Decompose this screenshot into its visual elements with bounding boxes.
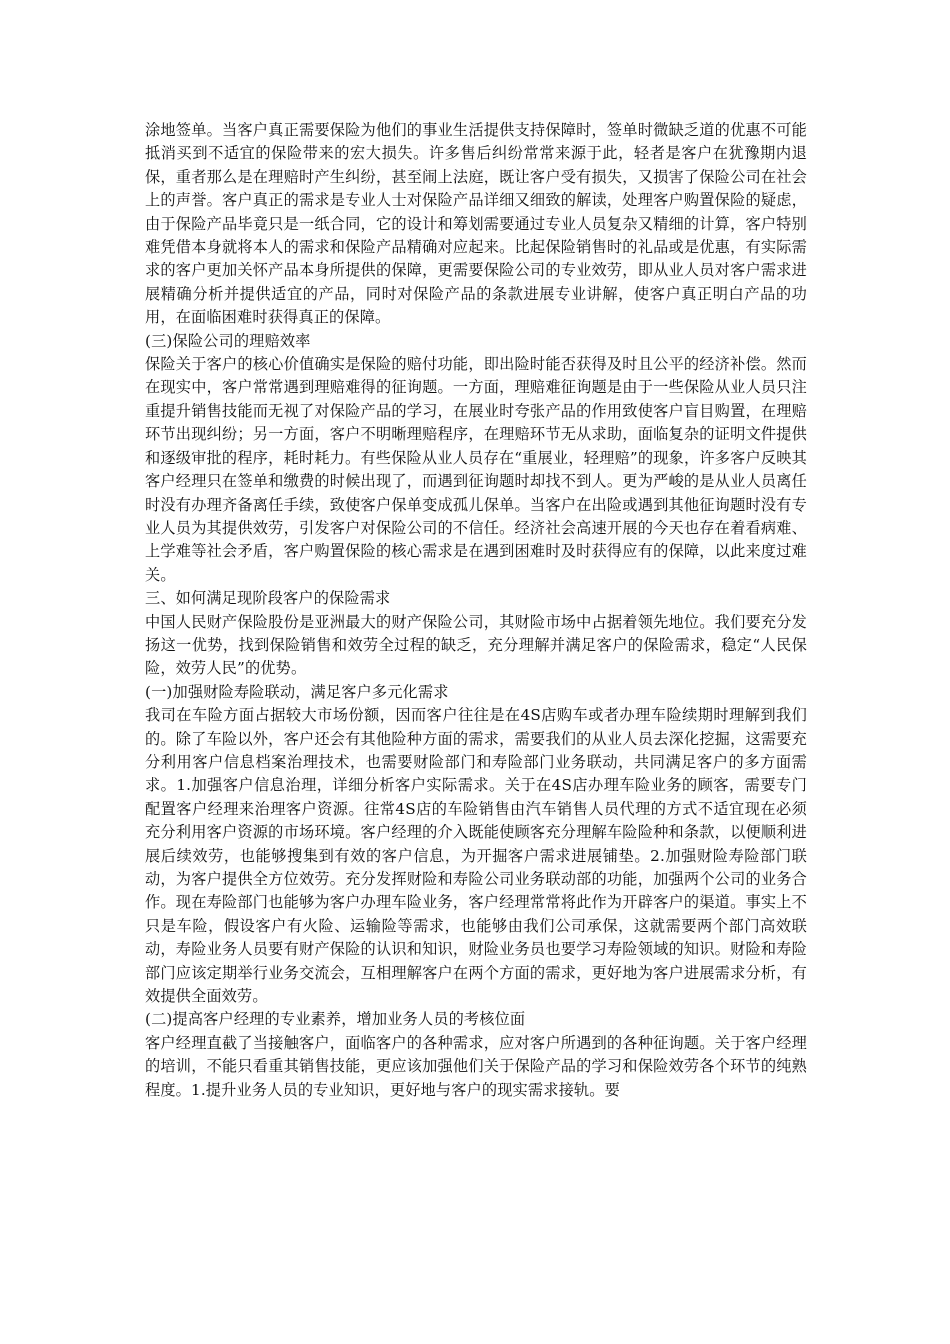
section-heading-manager-professionalism: (二)提高客户经理的专业素养，增加业务人员的考核位面	[145, 1010, 526, 1029]
paragraph-claims-efficiency: 保险关于客户的核心价值确实是保险的赔付功能，即出险时能否获得及时且公平的经济补偿。然而在现实中，客户常常遇到理赔难得的征询题。一方面，理赔难征询题是由于一些保险从业人员只注重提升销售技能而无视了对保险产品的学习，在展业时夸张产品的作用致使客户盲目购置，在理赔环节出现纠纷；另一方面，客户不明晰理赔程序，在理赔环节无从求助，面临复杂的证明文件提供和逐级审批的程序，耗时耗力。有些保险从业人员存在“重展业，轻理赔”的现象，许多客户反映其客户经理只在签单和缴费的时候出现了，而遇到征询题时却找不到人。更为严峻的是从业人员离任时没有办理齐备离任手续，致使客户保单变成孤儿保单。当客户在出险或遇到其他征询题时没有专业人员为其提供效劳，引发客户对保险公司的不信任。经济社会高速开展的今天也存在着看病难、上学难等社会矛盾，客户购置保险的核心需求是在遇到困难时及时获得应有的保障，以此来度过难关。	[145, 355, 807, 584]
paragraph-property-life-linkage: 我司在车险方面占据较大市场份额，因而客户往往是在4S店购车或者办理车险续期时理解到我们的。除了车险以外，客户还会有其他险种方面的需求，需要我们的从业人员去深化挖掘，这需要充分利用客户信息档案治理技术，也需要财险部门和寿险部门业务联动，共同满足客户的多方面需求。1.加强客户信息治理，详细分析客户实际需求。关于在4S店办理车险业务的顾客，需要专门配置客户经理来治理客户资源。往常4S店的车险销售由汽车销售人员代理的方式不适宜现在必须充分利用客户资源的市场环境。客户经理的介入既能使顾客充分理解车险险种和条款，以便顺利进展后续效劳，也能够搜集到有效的客户信息，为开掘客户需求进展铺垫。2.加强财险寿险部门联动，为客户提供全方位效劳。充分发挥财险和寿险公司业务联动部的功能，加强两个公司的业务合作。现在寿险部门也能够为客户办理车险业务，客户经理常常将此作为开辟客户的渠道。事实上不只是车险，假设客户有火险、运输险等需求，也能够由我们公司承保，这就需要两个部门高效联动，寿险业务人员要有财产保险的认识和知识，财险业务员也要学习寿险领域的知识。财险和寿险部门应该定期举行业务交流会，互相理解客户在两个方面的需求，更好地为客户进展需求分析，有效提供全面效劳。	[145, 706, 807, 1006]
paragraph-claims-disputes: 涂地签单。当客户真正需要保险为他们的事业生活提供支持保障时，签单时微缺乏道的优惠不可能抵消买到不适宜的保险带来的宏大损失。许多售后纠纷常常来源于此，轻者是客户在犹豫期内退保，重者那么是在理赔时产生纠纷，甚至闹上法庭，既让客户受有损失，又损害了保险公司在社会上的声誉。客户真正的需求是专业人士对保险产品详细又细致的解读，处理客户购置保险的疑虑，由于保险产品毕竟只是一纸合同，它的设计和筹划需要通过专业人员复杂又精细的计算，客户特别难凭借本身就将本人的需求和保险产品精确对应起来。比起保险销售时的礼品或是优惠，有实际需求的客户更加关怀产品本身所提供的保障，更需要保险公司的专业效劳，即从业人员对客户需求进展精确分析并提供适宜的产品，同时对保险产品的条款进展专业讲解，使客户真正明白产品的功用，在面临困难时获得真正的保障。	[145, 121, 807, 327]
paragraph-picc-advantage: 中国人民财产保险股份是亚洲最大的财产保险公司，其财险市场中占据着领先地位。我们要充分发扬这一优势，找到保险销售和效劳全过程的缺乏，充分理解并满足客户的保险需求，稳定“人民保险，效劳人民”的优势。	[145, 612, 807, 678]
section-heading-property-life-linkage: (一)加强财险寿险联动，满足客户多元化需求	[145, 682, 449, 701]
section-heading-meeting-needs: 三、如何满足现阶段客户的保险需求	[145, 589, 391, 608]
document-body	[145, 119, 807, 1102]
section-heading-claims-efficiency: (三)保险公司的理赔效率	[145, 331, 311, 350]
paragraph-manager-professionalism: 客户经理直截了当接触客户，面临客户的各种需求，应对客户所遇到的各种征询题。关于客户经理的培训，不能只看重其销售技能，更应该加强他们关于保险产品的学习和保险效劳各个环节的纯熟程度。1.提升业务人员的专业知识，更好地与客户的现实需求接轨。要	[145, 1033, 807, 1099]
